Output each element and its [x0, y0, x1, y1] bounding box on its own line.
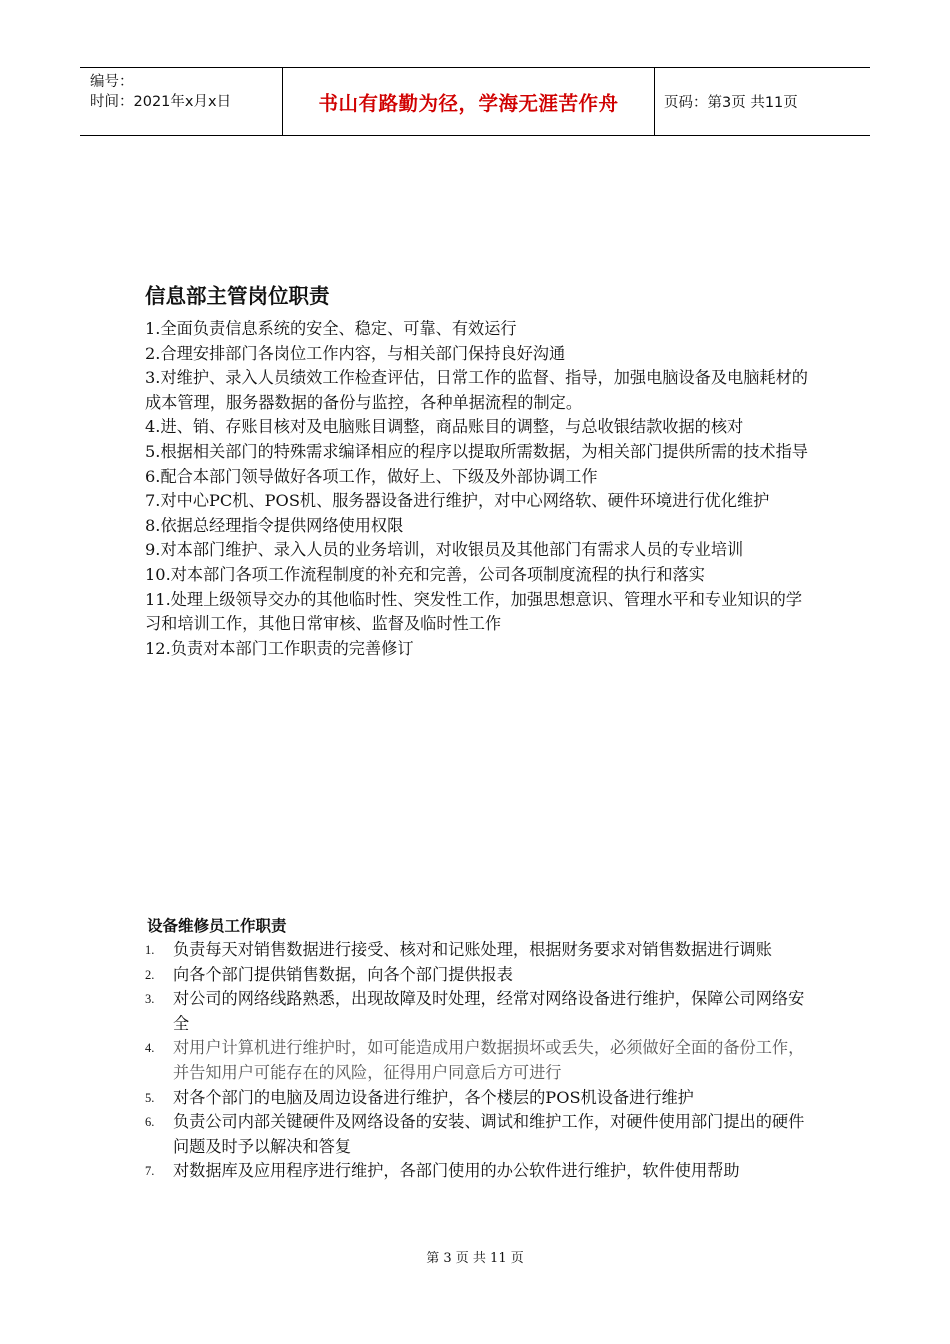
list-item-text: 对数据库及应用程序进行维护，各部门使用的办公软件进行维护，软件使用帮助: [173, 1161, 740, 1181]
list-item-number: 4.: [145, 1041, 155, 1056]
list-item: 3.对维护、录入人员绩效工作检查评估，日常工作的监督、指导，加强电脑设备及电脑耗材的成本管理，服务器数据的备份与监控，各种单据流程的制定。: [145, 368, 808, 412]
list-item: [145, 1086, 815, 1111]
document-number-label: 编号：: [90, 74, 134, 90]
list-item-number: 7.: [145, 1164, 155, 1179]
list-item: [145, 1036, 815, 1085]
list-item-text: 负责每天对销售数据进行接受、核对和记账处理，根据财务要求对销售数据进行调账: [173, 940, 772, 959]
list-item: 9.对本部门维护、录入人员的业务培训，对收银员及其他部门有需求人员的专业培训: [145, 540, 744, 560]
page-footer: 第 3 页 共 11 页: [426, 1251, 524, 1266]
list-item: 10.对本部门各项工作流程制度的补充和完善，公司各项制度流程的执行和落实: [145, 564, 705, 584]
list-item: 7.对中心PC机、POS机、服务器设备进行维护，对中心网络软、硬件环境进行优化维护: [145, 491, 770, 511]
header-info-cell: [80, 68, 283, 135]
list-item: [145, 987, 815, 1036]
header-motto: 书山有路勤为径，学海无涯苦作舟: [283, 68, 655, 135]
list-item-number: 3.: [145, 992, 155, 1007]
list-item-text: 负责公司内部关键硬件及网络设备的安装、调试和维护工作，对硬件使用部门提出的硬件问题及时予以解决和答复: [173, 1112, 805, 1156]
list-item: 4.进、销、存账目核对及电脑账目调整，商品账目的调整，与总收银结款收据的核对: [145, 417, 744, 437]
page-header: [80, 67, 870, 136]
list-item-number: 1.: [145, 943, 155, 957]
list-item: 12.负责对本部门工作职责的完善修订: [145, 638, 414, 658]
document-time-label: 时间：2021年x月x日: [90, 94, 232, 110]
list-item-number: 6.: [145, 1115, 155, 1130]
list-item: 8.依据总经理指令提供网络使用权限: [145, 515, 404, 535]
list-item: 11.处理上级领导交办的其他临时性、突发性工作，加强思想意识、管理水平和专业知识的学习和培训工作，其他日常审核、监督及临时性工作: [145, 589, 803, 634]
list-item-number: 5.: [145, 1090, 155, 1105]
list-item: [145, 963, 815, 988]
list-item: 1.全面负责信息系统的安全、稳定、可靠、有效运行: [145, 319, 517, 338]
equipment-repair-duties-list: [145, 938, 815, 1184]
header-page-label: 页码：第3页 共11页: [664, 95, 798, 111]
list-item: [145, 1159, 815, 1184]
section-title-equipment-repair: 设备维修员工作职责: [147, 917, 287, 935]
list-item: [145, 1110, 815, 1159]
list-item-text: 对各个部门的电脑及周边设备进行维护，各个楼层的POS机设备进行维护: [173, 1087, 694, 1107]
info-manager-duties-list: [145, 317, 815, 661]
list-item-number: 2.: [145, 967, 155, 982]
section-title-info-manager: 信息部主管岗位职责: [145, 284, 330, 308]
list-item: [145, 938, 815, 963]
list-item: 6.配合本部门领导做好各项工作，做好上、下级及外部协调工作: [145, 466, 598, 486]
list-item-text: 对用户计算机进行维护时，如可能造成用户数据损坏或丢失，必须做好全面的备份工作，并告知用户可能存在的风险，征得用户同意后方可进行: [173, 1038, 805, 1082]
list-item: 5.根据相关部门的特殊需求编译相应的程序以提取所需数据，为相关部门提供所需的技术指导: [145, 441, 808, 461]
list-item-text: 对公司的网络线路熟悉，出现故障及时处理，经常对网络设备进行维护，保障公司网络安全: [173, 989, 805, 1033]
list-item: 2.合理安排部门各岗位工作内容，与相关部门保持良好沟通: [145, 343, 566, 363]
list-item-text: 向各个部门提供销售数据，向各个部门提供报表: [173, 964, 513, 984]
